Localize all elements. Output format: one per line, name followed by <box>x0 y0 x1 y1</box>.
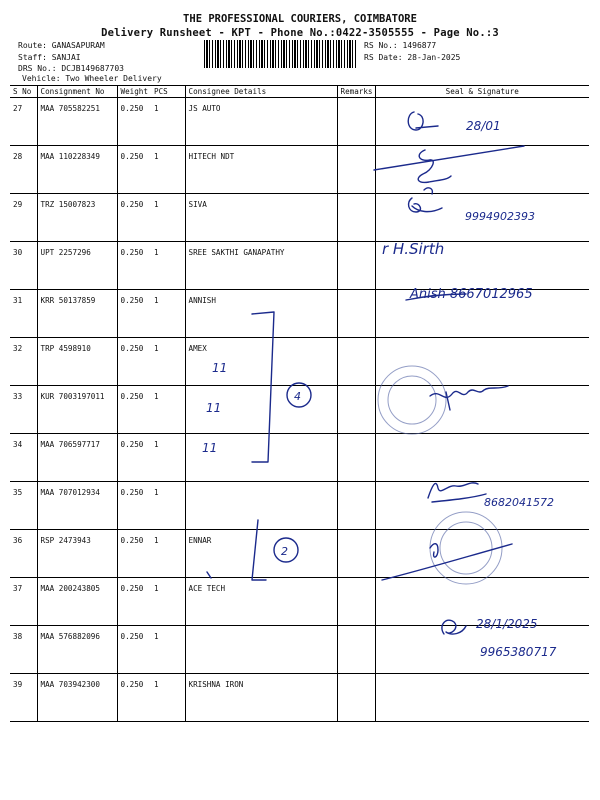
cell-remarks <box>337 482 375 530</box>
col-header-consignee: Consignee Details <box>185 86 337 98</box>
cell-signature <box>375 98 589 146</box>
cell-consignee: KRISHNA IRON <box>185 674 337 722</box>
cell-signature <box>375 674 589 722</box>
cell-weight: 0.250 <box>117 98 151 146</box>
cell-consignment: MAA 200243805 <box>37 578 117 626</box>
cell-remarks <box>337 626 375 674</box>
cell-pcs: 1 <box>151 146 185 194</box>
cell-consignment: UPT 2257296 <box>37 242 117 290</box>
cell-consignee: SREE SAKTHI GANAPATHY <box>185 242 337 290</box>
handwritten-signature: Anish 8667012965 <box>410 287 533 302</box>
table-row <box>10 146 589 194</box>
cell-sno: 29 <box>10 194 37 242</box>
cell-signature <box>375 290 589 338</box>
cell-consignee: SIVA <box>185 194 337 242</box>
cell-consignment: RSP 2473943 <box>37 530 117 578</box>
table-row <box>10 578 589 626</box>
cell-pcs: 1 <box>151 626 185 674</box>
cell-weight: 0.250 <box>117 290 151 338</box>
col-header-pcs: PCS <box>151 86 185 98</box>
cell-sno: 38 <box>10 626 37 674</box>
rs-date: RS Date: 28-Jan-2025 <box>364 53 461 62</box>
table-row <box>10 530 589 578</box>
cell-sno: 36 <box>10 530 37 578</box>
cell-consignee <box>185 434 337 482</box>
cell-signature <box>375 194 589 242</box>
cell-pcs: 1 <box>151 194 185 242</box>
cell-consignment: MAA 707012934 <box>37 482 117 530</box>
vehicle-text: Vehicle: Two Wheeler Delivery <box>22 74 162 83</box>
cell-remarks <box>337 578 375 626</box>
handwritten-phone: 9994902393 <box>465 210 535 223</box>
cell-pcs: 1 <box>151 530 185 578</box>
cell-consignee: JS AUTO <box>185 98 337 146</box>
cell-remarks <box>337 98 375 146</box>
cell-pcs: 1 <box>151 434 185 482</box>
cell-weight: 0.250 <box>117 482 151 530</box>
cell-signature <box>375 338 589 386</box>
cell-weight: 0.250 <box>117 338 151 386</box>
cell-sno: 39 <box>10 674 37 722</box>
cell-remarks <box>337 674 375 722</box>
cell-consignee <box>185 482 337 530</box>
cell-sno: 34 <box>10 434 37 482</box>
cell-sno: 30 <box>10 242 37 290</box>
cell-signature <box>375 434 589 482</box>
company-title: THE PROFESSIONAL COURIERS, COIMBATORE <box>183 13 417 25</box>
runsheet-table <box>10 85 589 722</box>
cell-pcs: 1 <box>151 98 185 146</box>
cell-weight: 0.250 <box>117 194 151 242</box>
cell-pcs: 1 <box>151 674 185 722</box>
ditto-mark: 11 <box>212 361 228 375</box>
rs-number: RS No.: 1496877 <box>364 41 437 50</box>
col-header-weight: Weight <box>117 86 151 98</box>
cell-weight: 0.250 <box>117 530 151 578</box>
cell-consignment: KUR 7003197011 <box>37 386 117 434</box>
cell-remarks <box>337 530 375 578</box>
cell-consignee: ACE TECH <box>185 578 337 626</box>
cell-consignee <box>185 386 337 434</box>
cell-pcs: 1 <box>151 482 185 530</box>
table-row <box>10 434 589 482</box>
table-row <box>10 482 589 530</box>
cell-weight: 0.250 <box>117 626 151 674</box>
barcode-image <box>204 40 356 68</box>
cell-sno: 33 <box>10 386 37 434</box>
cell-pcs: 1 <box>151 242 185 290</box>
staff-text: Staff: SANJAI <box>18 53 81 62</box>
cell-weight: 0.250 <box>117 386 151 434</box>
col-header-consignment: Consignment No <box>37 86 117 98</box>
cell-consignment: MAA 705582251 <box>37 98 117 146</box>
cell-consignment: MAA 706597717 <box>37 434 117 482</box>
cell-sno: 28 <box>10 146 37 194</box>
cell-signature <box>375 146 589 194</box>
cell-weight: 0.250 <box>117 242 151 290</box>
cell-consignee: HITECH NDT <box>185 146 337 194</box>
cell-sno: 27 <box>10 98 37 146</box>
cell-remarks <box>337 194 375 242</box>
cell-consignment: KRR 50137859 <box>37 290 117 338</box>
table-row <box>10 194 589 242</box>
cell-remarks <box>337 242 375 290</box>
table-row <box>10 290 589 338</box>
cell-remarks <box>337 290 375 338</box>
cell-signature <box>375 626 589 674</box>
handwritten-phone: 9965380717 <box>480 645 557 659</box>
cell-weight: 0.250 <box>117 146 151 194</box>
cell-pcs: 1 <box>151 578 185 626</box>
cell-weight: 0.250 <box>117 674 151 722</box>
circled-count-value: 2 <box>281 545 288 558</box>
cell-remarks <box>337 434 375 482</box>
ditto-mark: 11 <box>206 401 222 415</box>
cell-weight: 0.250 <box>117 434 151 482</box>
cell-weight: 0.250 <box>117 578 151 626</box>
cell-consignment: MAA 576882096 <box>37 626 117 674</box>
table-row <box>10 242 589 290</box>
cell-consignee: AMEX <box>185 338 337 386</box>
cell-consignment: TRZ 15007823 <box>37 194 117 242</box>
circled-count-value: 4 <box>294 390 301 403</box>
table-row <box>10 626 589 674</box>
cell-consignee <box>185 626 337 674</box>
table-header-row <box>10 86 589 98</box>
cell-sno: 31 <box>10 290 37 338</box>
handwritten-date: 28/1/2025 <box>476 617 538 631</box>
cell-consignee: ANNISH <box>185 290 337 338</box>
table-row <box>10 98 589 146</box>
col-header-sno: S No <box>10 86 37 98</box>
cell-pcs: 1 <box>151 386 185 434</box>
cell-pcs: 1 <box>151 290 185 338</box>
ditto-mark: 11 <box>202 441 218 455</box>
col-header-remarks: Remarks <box>337 86 375 98</box>
cell-pcs: 1 <box>151 338 185 386</box>
cell-signature <box>375 578 589 626</box>
table-row <box>10 338 589 386</box>
table-row <box>10 674 589 722</box>
route-text: Route: GANASAPURAM <box>18 41 105 50</box>
cell-consignment: MAA 703942300 <box>37 674 117 722</box>
runsheet-subtitle: Delivery Runsheet - KPT - Phone No.:0422-3505555 - Page No.:3 <box>101 27 499 39</box>
handwritten-phone: 8682041572 <box>484 496 554 509</box>
handwritten-signature: r H.Sirth <box>382 240 445 258</box>
cell-consignment: MAA 110228349 <box>37 146 117 194</box>
drs-number: DRS No.: DCJB149687703 <box>18 64 124 73</box>
cell-signature <box>375 242 589 290</box>
cell-sno: 32 <box>10 338 37 386</box>
col-header-signature: Seal & Signature <box>375 86 589 98</box>
cell-signature <box>375 530 589 578</box>
cell-consignee: ENNAR <box>185 530 337 578</box>
cell-signature <box>375 482 589 530</box>
handwritten-date: 28/01 <box>466 119 501 133</box>
table-row <box>10 386 589 434</box>
cell-signature <box>375 386 589 434</box>
cell-sno: 37 <box>10 578 37 626</box>
cell-remarks <box>337 146 375 194</box>
cell-remarks <box>337 386 375 434</box>
cell-sno: 35 <box>10 482 37 530</box>
cell-remarks <box>337 338 375 386</box>
cell-consignment: TRP 4598910 <box>37 338 117 386</box>
